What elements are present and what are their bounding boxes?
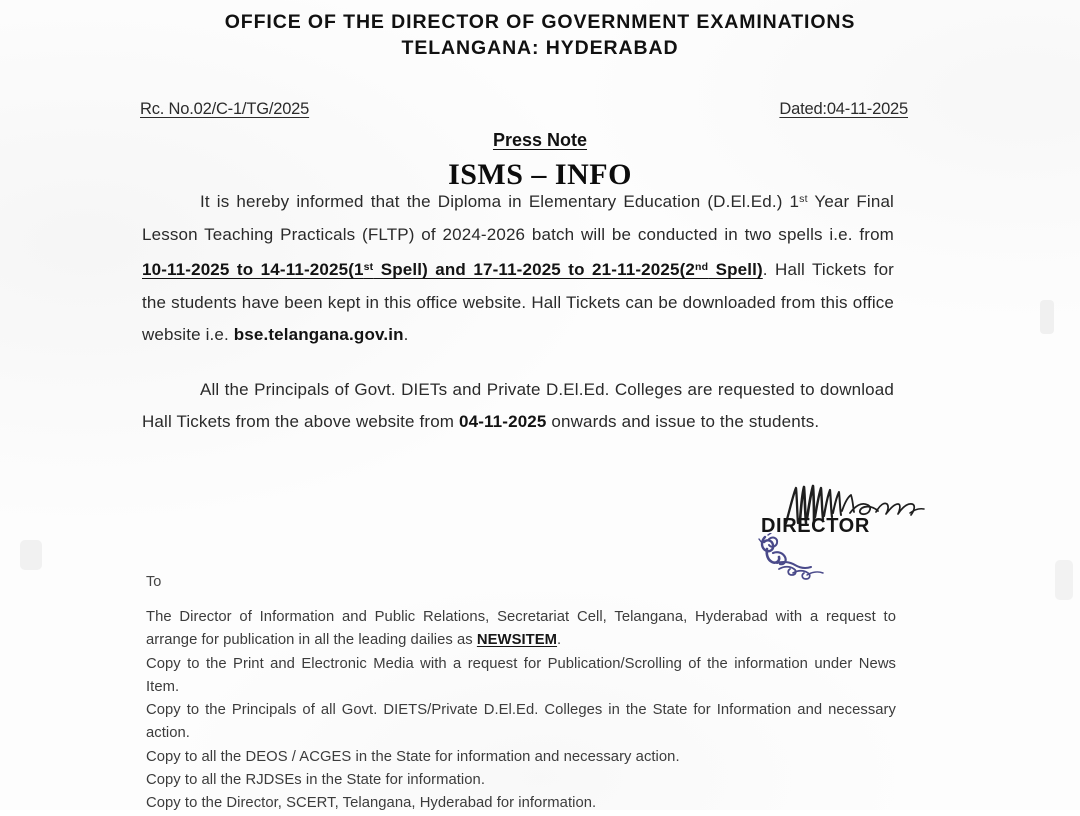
list-item [146, 653, 896, 700]
letterhead-line-2: TELANGANA: HYDERABAD [401, 37, 679, 59]
dist-0-text: The Director of Information and Public Relations, Secretariat Cell, Telangana, Hyderabad with a request to arrange for publication in all the leading dailies as [146, 609, 896, 649]
list-item [146, 746, 896, 769]
scan-speck [1055, 560, 1073, 600]
dist-2-text: Copy to the Principals of all Govt. DIETS/Private D.El.Ed. Colleges in the State for Information and necessary action. [146, 702, 896, 742]
p1-text-part-1: It is hereby informed that the Diploma in Elementary Education (D.El.Ed.) 1 [200, 192, 800, 212]
letterhead [0, 0, 1080, 62]
list-item [146, 699, 896, 746]
paragraph-1 [142, 183, 894, 352]
document-date: Dated:04-11-2025 [779, 100, 908, 118]
newsitem-emphasis: NEWSITEM [476, 632, 558, 649]
distribution-list [146, 606, 896, 816]
p1-text-part-3: . Hall Tickets for the students have been kept in this office website. Hall Tickets can be downloaded from this office website i.e. [142, 260, 894, 345]
list-item [146, 769, 896, 792]
spell-1-superscript: st [363, 261, 374, 274]
subject-title: ISMS – INFO [448, 158, 632, 191]
dist-5-text: Copy to the Director, SCERT, Telangana, Hyderabad for information. [146, 795, 597, 812]
spell-1-text-a: 10-11-2025 to 14-11-2025(1 [142, 260, 364, 280]
reference-number: Rc. No.02/C-1/TG/2025 [140, 100, 310, 118]
dist-3-text: Copy to all the DEOS / ACGES in the State for information and necessary action. [146, 748, 680, 765]
press-note-label: Press Note [492, 130, 588, 150]
to-label: To [146, 574, 162, 590]
signature-block [752, 487, 932, 592]
scan-speck [1040, 300, 1054, 334]
website-address: bse.telangana.gov.in [233, 325, 404, 345]
spell-1-text-b: Spell) and 17-11-2025 to 21-11-2025(2 [373, 260, 695, 280]
p1-superscript-st: st [799, 193, 808, 205]
dist-0-after: . [557, 632, 562, 649]
p1-text-part-2: Year Final Lesson Teaching Practicals (FLTP) of 2024-2026 batch will be conducted in two spells i.e. from [142, 192, 894, 244]
dist-4-text: Copy to all the RJDSEs in the State for information. [146, 772, 485, 789]
spell-text-c: Spell) [708, 260, 763, 280]
letterhead-line-1: OFFICE OF THE DIRECTOR OF GOVERNMENT EXAMINATIONS [224, 11, 856, 33]
list-item [146, 792, 896, 815]
p2-text-part-2: onwards and issue to the students. [546, 412, 820, 432]
spell-dates-emphasis [142, 260, 763, 279]
spell-2-superscript: nd [695, 261, 709, 274]
reference-row [140, 100, 940, 119]
download-start-date: 04-11-2025 [459, 412, 547, 432]
list-item [146, 606, 896, 653]
press-note-title [0, 130, 1080, 151]
blue-ink-signature-icon [755, 533, 825, 585]
p2-text-part-1: All the Principals of Govt. DIETs and Private D.El.Ed. Colleges are requested to download Hall Tickets from the above website from [142, 379, 894, 432]
scan-speck [20, 540, 42, 570]
document-body [142, 183, 894, 439]
p1-text-part-4: . [403, 325, 409, 345]
dist-1-text: Copy to the Print and Electronic Media with a request for Publication/Scrolling of the information under News Item. [146, 655, 896, 695]
paragraph-2 [142, 374, 894, 439]
director-designation: DIRECTOR [761, 515, 870, 537]
